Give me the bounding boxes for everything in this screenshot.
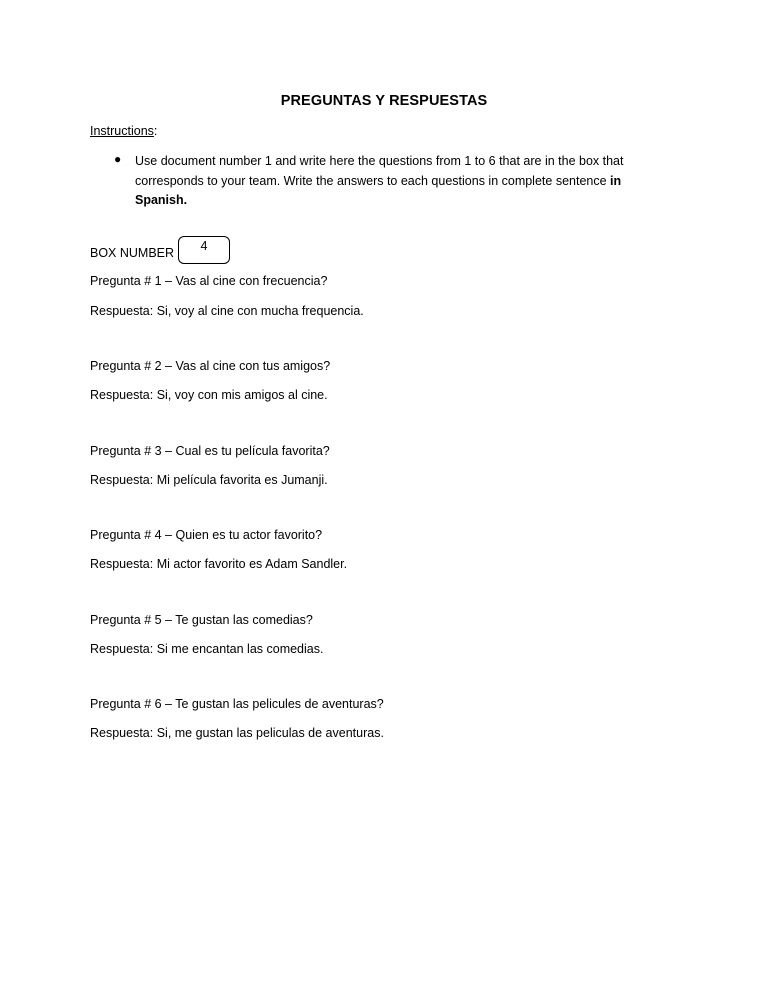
answer-4: Respuesta: Mi actor favorito es Adam Sandler.	[90, 557, 348, 571]
instructions-heading: Instructions	[90, 124, 154, 138]
instruction-text: Use document number 1 and write here the questions from 1 to 6 that are in the box that corresponds to your team. Write the answers to each questions in complete sentence	[135, 154, 624, 188]
answer-3: Respuesta: Mi película favorita es Jumanji.	[90, 473, 328, 487]
question-2: Pregunta # 2 – Vas al cine con tus amigos?	[90, 359, 331, 373]
page-title: PREGUNTAS Y RESPUESTAS	[280, 93, 488, 109]
question-1: Pregunta # 1 – Vas al cine con frecuencia?	[90, 274, 328, 288]
answer-1: Respuesta: Si, voy al cine con mucha frequencia.	[90, 304, 364, 318]
box-number-label: BOX NUMBER	[90, 246, 175, 260]
question-5: Pregunta # 5 – Te gustan las comedias?	[90, 613, 313, 627]
bullet-icon: ●	[114, 152, 122, 166]
instructions-colon: :	[153, 124, 158, 138]
question-4: Pregunta # 4 – Quien es tu actor favorito?	[90, 528, 323, 542]
answer-2: Respuesta: Si, voy con mis amigos al cine.	[90, 388, 328, 402]
instructions-label	[90, 124, 157, 138]
question-3: Pregunta # 3 – Cual es tu película favorita?	[90, 444, 330, 458]
answer-6: Respuesta: Si, me gustan las peliculas de aventuras.	[90, 726, 384, 740]
box-number-text: 4	[200, 239, 208, 253]
question-6: Pregunta # 6 – Te gustan las pelicules de aventuras?	[90, 697, 384, 711]
box-number-value	[178, 236, 230, 264]
answer-5: Respuesta: Si me encantan las comedias.	[90, 642, 324, 656]
instruction-paragraph	[135, 152, 655, 211]
instruction-emphasis: in Spanish.	[135, 173, 622, 207]
